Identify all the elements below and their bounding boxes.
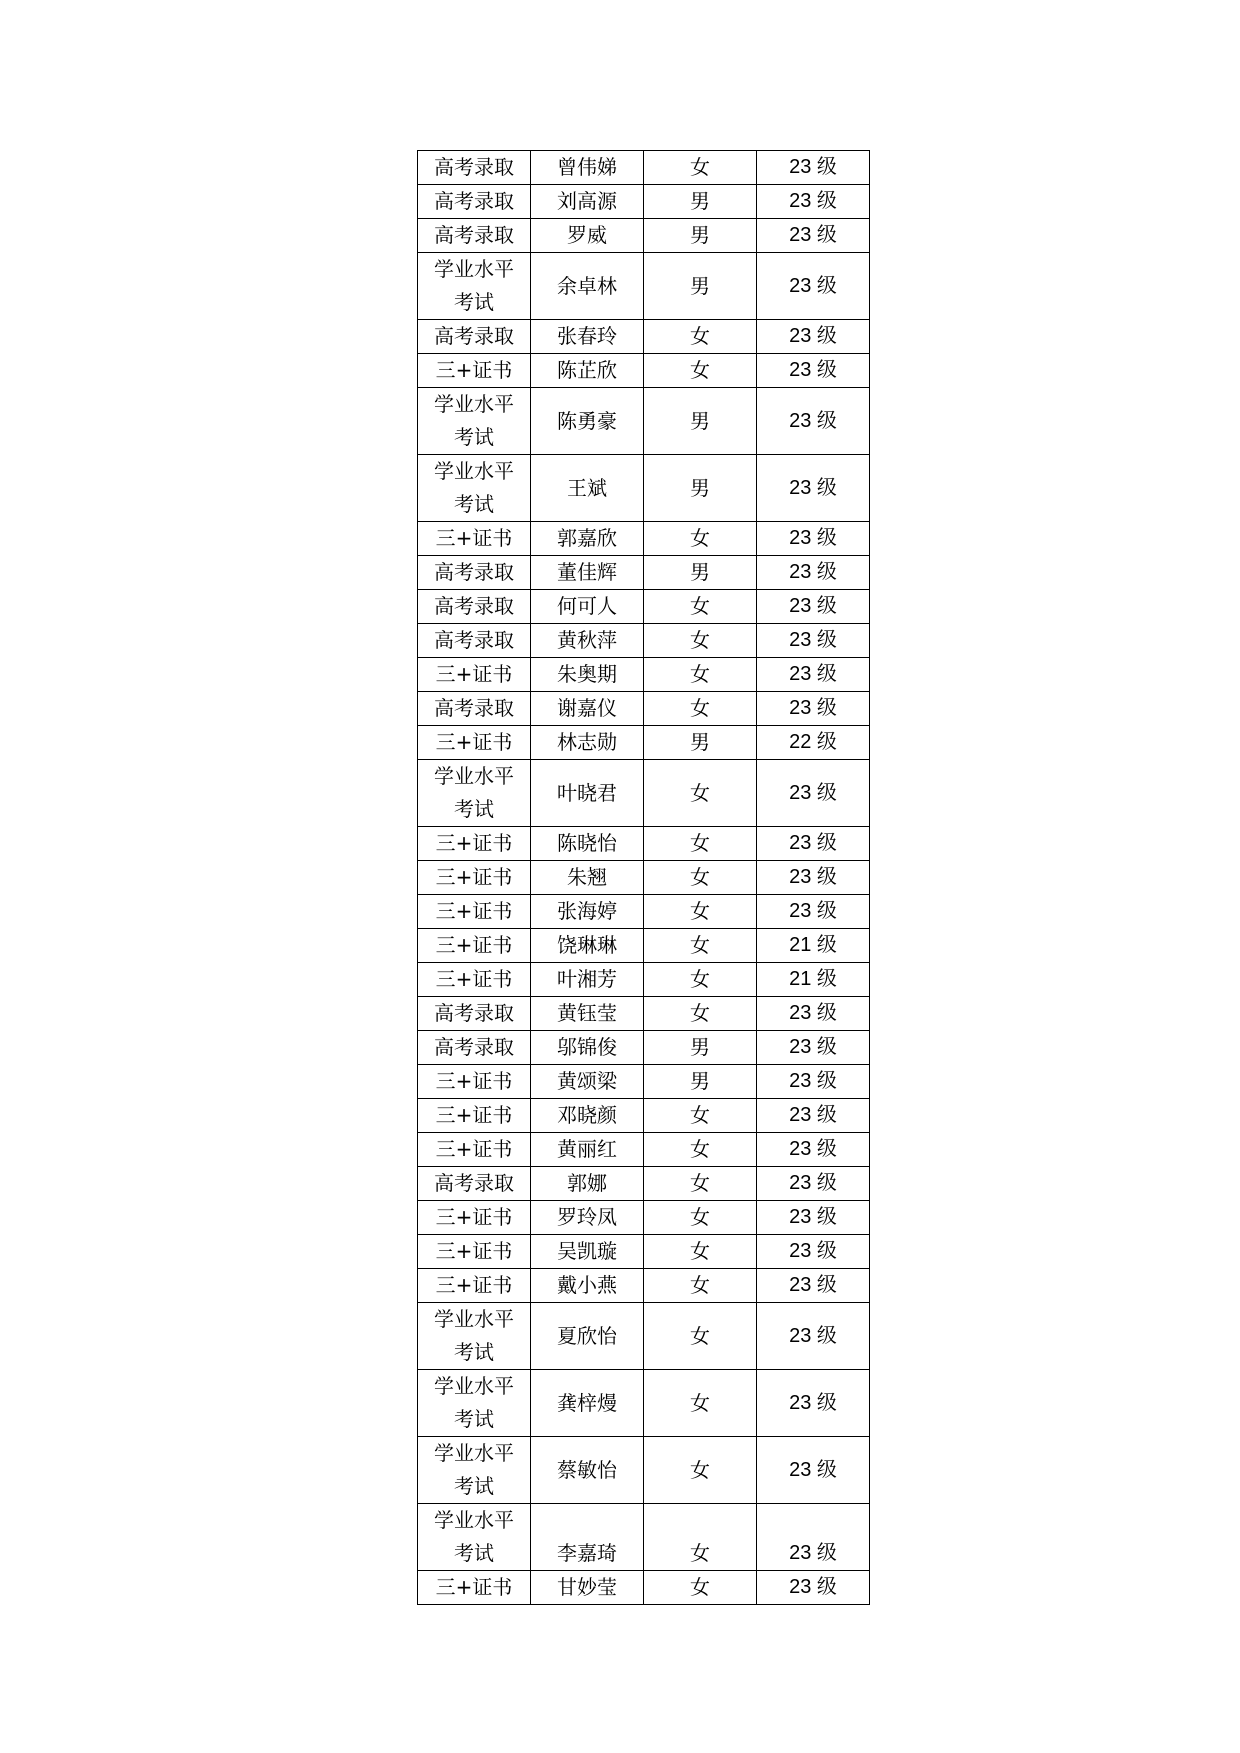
admission-type-cell	[418, 151, 531, 185]
admission-type-cell	[418, 963, 531, 997]
gender-cell: 女	[644, 354, 757, 388]
admission-type-cell	[418, 320, 531, 354]
admission-type-cell	[418, 1571, 531, 1605]
admission-type-text: 高考录取	[434, 594, 514, 618]
gender-cell: 女	[644, 1303, 757, 1370]
admission-type-text: 高考录取	[434, 560, 514, 584]
grade-cell: 23 级	[757, 827, 870, 861]
admission-type-text: 考试	[454, 425, 494, 449]
admission-type-text: 考试	[454, 290, 494, 314]
grade-cell: 21 级	[757, 929, 870, 963]
admission-type-text: 三+证书	[435, 1069, 513, 1093]
table-row	[418, 1437, 870, 1504]
student-name-cell: 郭嘉欣	[531, 522, 644, 556]
grade-cell: 23 级	[757, 354, 870, 388]
admission-type-text: 学业水平	[434, 459, 514, 483]
gender-cell: 男	[644, 388, 757, 455]
admission-type-cell	[418, 1167, 531, 1201]
admission-type-cell	[418, 861, 531, 895]
table-row	[418, 658, 870, 692]
admission-type-text: 考试	[454, 1407, 494, 1431]
student-name-cell: 李嘉琦	[531, 1504, 644, 1571]
table-row	[418, 963, 870, 997]
table-row	[418, 1269, 870, 1303]
admission-type-text: 三+证书	[435, 1273, 513, 1297]
student-name-cell: 戴小燕	[531, 1269, 644, 1303]
student-name-cell: 曾伟娣	[531, 151, 644, 185]
grade-cell: 23 级	[757, 1303, 870, 1370]
admission-type-text: 三+证书	[435, 1103, 513, 1127]
admission-type-text: 学业水平	[434, 764, 514, 788]
grade-cell: 23 级	[757, 1269, 870, 1303]
gender-cell: 女	[644, 522, 757, 556]
student-name-cell: 邬锦俊	[531, 1031, 644, 1065]
grade-cell: 23 级	[757, 1167, 870, 1201]
grade-cell: 23 级	[757, 388, 870, 455]
student-name-cell: 蔡敏怡	[531, 1437, 644, 1504]
table-row	[418, 219, 870, 253]
table-row	[418, 1201, 870, 1235]
student-name-cell: 龚梓熳	[531, 1370, 644, 1437]
admission-type-text: 高考录取	[434, 155, 514, 179]
student-table	[417, 150, 870, 1605]
admission-type-cell	[418, 556, 531, 590]
student-name-cell: 邓晓颜	[531, 1099, 644, 1133]
gender-cell: 男	[644, 556, 757, 590]
admission-type-text: 学业水平	[434, 1374, 514, 1398]
admission-type-text: 考试	[454, 1541, 494, 1565]
student-name-cell: 饶琳琳	[531, 929, 644, 963]
grade-cell: 23 级	[757, 997, 870, 1031]
student-name-cell: 何可人	[531, 590, 644, 624]
student-name-cell: 黄颂梁	[531, 1065, 644, 1099]
grade-cell: 23 级	[757, 1370, 870, 1437]
admission-type-cell	[418, 185, 531, 219]
admission-type-text: 三+证书	[435, 865, 513, 889]
table-row	[418, 1065, 870, 1099]
grade-cell: 23 级	[757, 320, 870, 354]
grade-cell: 23 级	[757, 1504, 870, 1571]
grade-cell: 23 级	[757, 1133, 870, 1167]
grade-cell: 23 级	[757, 861, 870, 895]
gender-cell: 女	[644, 658, 757, 692]
grade-cell: 23 级	[757, 1031, 870, 1065]
admission-type-text: 高考录取	[434, 324, 514, 348]
student-name-cell: 董佳辉	[531, 556, 644, 590]
admission-type-text: 考试	[454, 1474, 494, 1498]
grade-cell: 23 级	[757, 692, 870, 726]
admission-type-text: 高考录取	[434, 1001, 514, 1025]
admission-type-text: 高考录取	[434, 696, 514, 720]
admission-type-cell	[418, 354, 531, 388]
admission-type-text: 三+证书	[435, 730, 513, 754]
student-name-cell: 叶湘芳	[531, 963, 644, 997]
admission-type-text: 三+证书	[435, 967, 513, 991]
gender-cell: 女	[644, 692, 757, 726]
student-name-cell: 陈芷欣	[531, 354, 644, 388]
table-row	[418, 726, 870, 760]
table-row	[418, 1099, 870, 1133]
admission-type-cell	[418, 1099, 531, 1133]
student-name-cell: 罗玲凤	[531, 1201, 644, 1235]
admission-type-text: 学业水平	[434, 1441, 514, 1465]
admission-type-text: 三+证书	[435, 831, 513, 855]
gender-cell: 男	[644, 185, 757, 219]
gender-cell: 女	[644, 590, 757, 624]
student-name-cell: 甘妙莹	[531, 1571, 644, 1605]
table-row	[418, 1370, 870, 1437]
gender-cell: 女	[644, 624, 757, 658]
admission-type-cell	[418, 929, 531, 963]
admission-type-cell	[418, 1303, 531, 1370]
student-name-cell: 黄秋萍	[531, 624, 644, 658]
grade-cell: 23 级	[757, 1437, 870, 1504]
grade-cell: 23 级	[757, 1571, 870, 1605]
grade-cell: 23 级	[757, 1235, 870, 1269]
admission-type-cell	[418, 1201, 531, 1235]
table-row	[418, 1235, 870, 1269]
admission-type-cell	[418, 388, 531, 455]
table-row	[418, 388, 870, 455]
admission-type-text: 三+证书	[435, 933, 513, 957]
admission-type-cell	[418, 1504, 531, 1571]
admission-type-text: 三+证书	[435, 662, 513, 686]
table-row	[418, 1504, 870, 1571]
gender-cell: 女	[644, 1571, 757, 1605]
student-name-cell: 黄丽红	[531, 1133, 644, 1167]
admission-type-text: 三+证书	[435, 1575, 513, 1599]
student-name-cell: 王斌	[531, 455, 644, 522]
admission-type-text: 三+证书	[435, 526, 513, 550]
gender-cell: 女	[644, 151, 757, 185]
document-page	[417, 150, 869, 1605]
student-name-cell: 刘高源	[531, 185, 644, 219]
gender-cell: 女	[644, 1269, 757, 1303]
table-row	[418, 997, 870, 1031]
gender-cell: 女	[644, 997, 757, 1031]
student-name-cell: 黄钰莹	[531, 997, 644, 1031]
admission-type-text: 三+证书	[435, 1205, 513, 1229]
admission-type-text: 高考录取	[434, 1035, 514, 1059]
table-row	[418, 522, 870, 556]
grade-cell: 23 级	[757, 895, 870, 929]
student-name-cell: 张春玲	[531, 320, 644, 354]
student-table-body	[418, 151, 870, 1605]
gender-cell: 女	[644, 929, 757, 963]
admission-type-text: 学业水平	[434, 257, 514, 281]
admission-type-text: 三+证书	[435, 1239, 513, 1263]
admission-type-text: 考试	[454, 797, 494, 821]
table-row	[418, 320, 870, 354]
table-row	[418, 1133, 870, 1167]
gender-cell: 女	[644, 760, 757, 827]
admission-type-cell	[418, 590, 531, 624]
table-row	[418, 1571, 870, 1605]
table-row	[418, 185, 870, 219]
admission-type-text: 考试	[454, 1340, 494, 1364]
grade-cell: 23 级	[757, 151, 870, 185]
admission-type-cell	[418, 1235, 531, 1269]
student-name-cell: 罗威	[531, 219, 644, 253]
gender-cell: 男	[644, 219, 757, 253]
admission-type-text: 三+证书	[435, 358, 513, 382]
admission-type-cell	[418, 219, 531, 253]
grade-cell: 23 级	[757, 658, 870, 692]
gender-cell: 男	[644, 726, 757, 760]
grade-cell: 21 级	[757, 963, 870, 997]
admission-type-cell	[418, 455, 531, 522]
table-row	[418, 929, 870, 963]
grade-cell: 23 级	[757, 522, 870, 556]
gender-cell: 女	[644, 320, 757, 354]
admission-type-text: 高考录取	[434, 1171, 514, 1195]
admission-type-text: 学业水平	[434, 1508, 514, 1532]
table-row	[418, 624, 870, 658]
admission-type-cell	[418, 726, 531, 760]
grade-cell: 23 级	[757, 1099, 870, 1133]
gender-cell: 女	[644, 1235, 757, 1269]
admission-type-cell	[418, 624, 531, 658]
table-row	[418, 253, 870, 320]
grade-cell: 23 级	[757, 1201, 870, 1235]
admission-type-cell	[418, 760, 531, 827]
grade-cell: 23 级	[757, 455, 870, 522]
table-row	[418, 590, 870, 624]
admission-type-cell	[418, 1370, 531, 1437]
gender-cell: 女	[644, 963, 757, 997]
grade-cell: 22 级	[757, 726, 870, 760]
table-row	[418, 760, 870, 827]
gender-cell: 男	[644, 253, 757, 320]
gender-cell: 女	[644, 1370, 757, 1437]
grade-cell: 23 级	[757, 624, 870, 658]
student-name-cell: 吴凯璇	[531, 1235, 644, 1269]
gender-cell: 女	[644, 1504, 757, 1571]
grade-cell: 23 级	[757, 760, 870, 827]
admission-type-cell	[418, 895, 531, 929]
admission-type-cell	[418, 1133, 531, 1167]
table-row	[418, 455, 870, 522]
gender-cell: 女	[644, 895, 757, 929]
student-name-cell: 谢嘉仪	[531, 692, 644, 726]
admission-type-cell	[418, 1065, 531, 1099]
student-name-cell: 余卓林	[531, 253, 644, 320]
table-row	[418, 556, 870, 590]
admission-type-text: 学业水平	[434, 392, 514, 416]
student-name-cell: 朱翘	[531, 861, 644, 895]
admission-type-text: 学业水平	[434, 1307, 514, 1331]
admission-type-cell	[418, 692, 531, 726]
gender-cell: 女	[644, 1099, 757, 1133]
student-name-cell: 林志勋	[531, 726, 644, 760]
table-row	[418, 827, 870, 861]
table-row	[418, 861, 870, 895]
admission-type-cell	[418, 658, 531, 692]
admission-type-cell	[418, 1269, 531, 1303]
gender-cell: 男	[644, 1065, 757, 1099]
admission-type-cell	[418, 253, 531, 320]
admission-type-cell	[418, 522, 531, 556]
grade-cell: 23 级	[757, 1065, 870, 1099]
admission-type-cell	[418, 997, 531, 1031]
grade-cell: 23 级	[757, 253, 870, 320]
admission-type-cell	[418, 827, 531, 861]
grade-cell: 23 级	[757, 556, 870, 590]
gender-cell: 女	[644, 1201, 757, 1235]
table-row	[418, 354, 870, 388]
admission-type-text: 考试	[454, 492, 494, 516]
gender-cell: 男	[644, 1031, 757, 1065]
student-name-cell: 陈勇豪	[531, 388, 644, 455]
table-row	[418, 1031, 870, 1065]
gender-cell: 女	[644, 1437, 757, 1504]
gender-cell: 女	[644, 1133, 757, 1167]
student-name-cell: 夏欣怡	[531, 1303, 644, 1370]
table-row	[418, 151, 870, 185]
admission-type-cell	[418, 1031, 531, 1065]
gender-cell: 女	[644, 861, 757, 895]
student-name-cell: 郭娜	[531, 1167, 644, 1201]
table-row	[418, 895, 870, 929]
table-row	[418, 692, 870, 726]
gender-cell: 男	[644, 455, 757, 522]
gender-cell: 女	[644, 827, 757, 861]
grade-cell: 23 级	[757, 185, 870, 219]
grade-cell: 23 级	[757, 590, 870, 624]
admission-type-text: 高考录取	[434, 223, 514, 247]
student-name-cell: 叶晓君	[531, 760, 644, 827]
table-row	[418, 1167, 870, 1201]
gender-cell: 女	[644, 1167, 757, 1201]
table-row	[418, 1303, 870, 1370]
student-name-cell: 朱奥期	[531, 658, 644, 692]
student-name-cell: 张海婷	[531, 895, 644, 929]
grade-cell: 23 级	[757, 219, 870, 253]
admission-type-text: 高考录取	[434, 189, 514, 213]
admission-type-text: 三+证书	[435, 899, 513, 923]
admission-type-cell	[418, 1437, 531, 1504]
admission-type-text: 三+证书	[435, 1137, 513, 1161]
admission-type-text: 高考录取	[434, 628, 514, 652]
student-name-cell: 陈晓怡	[531, 827, 644, 861]
